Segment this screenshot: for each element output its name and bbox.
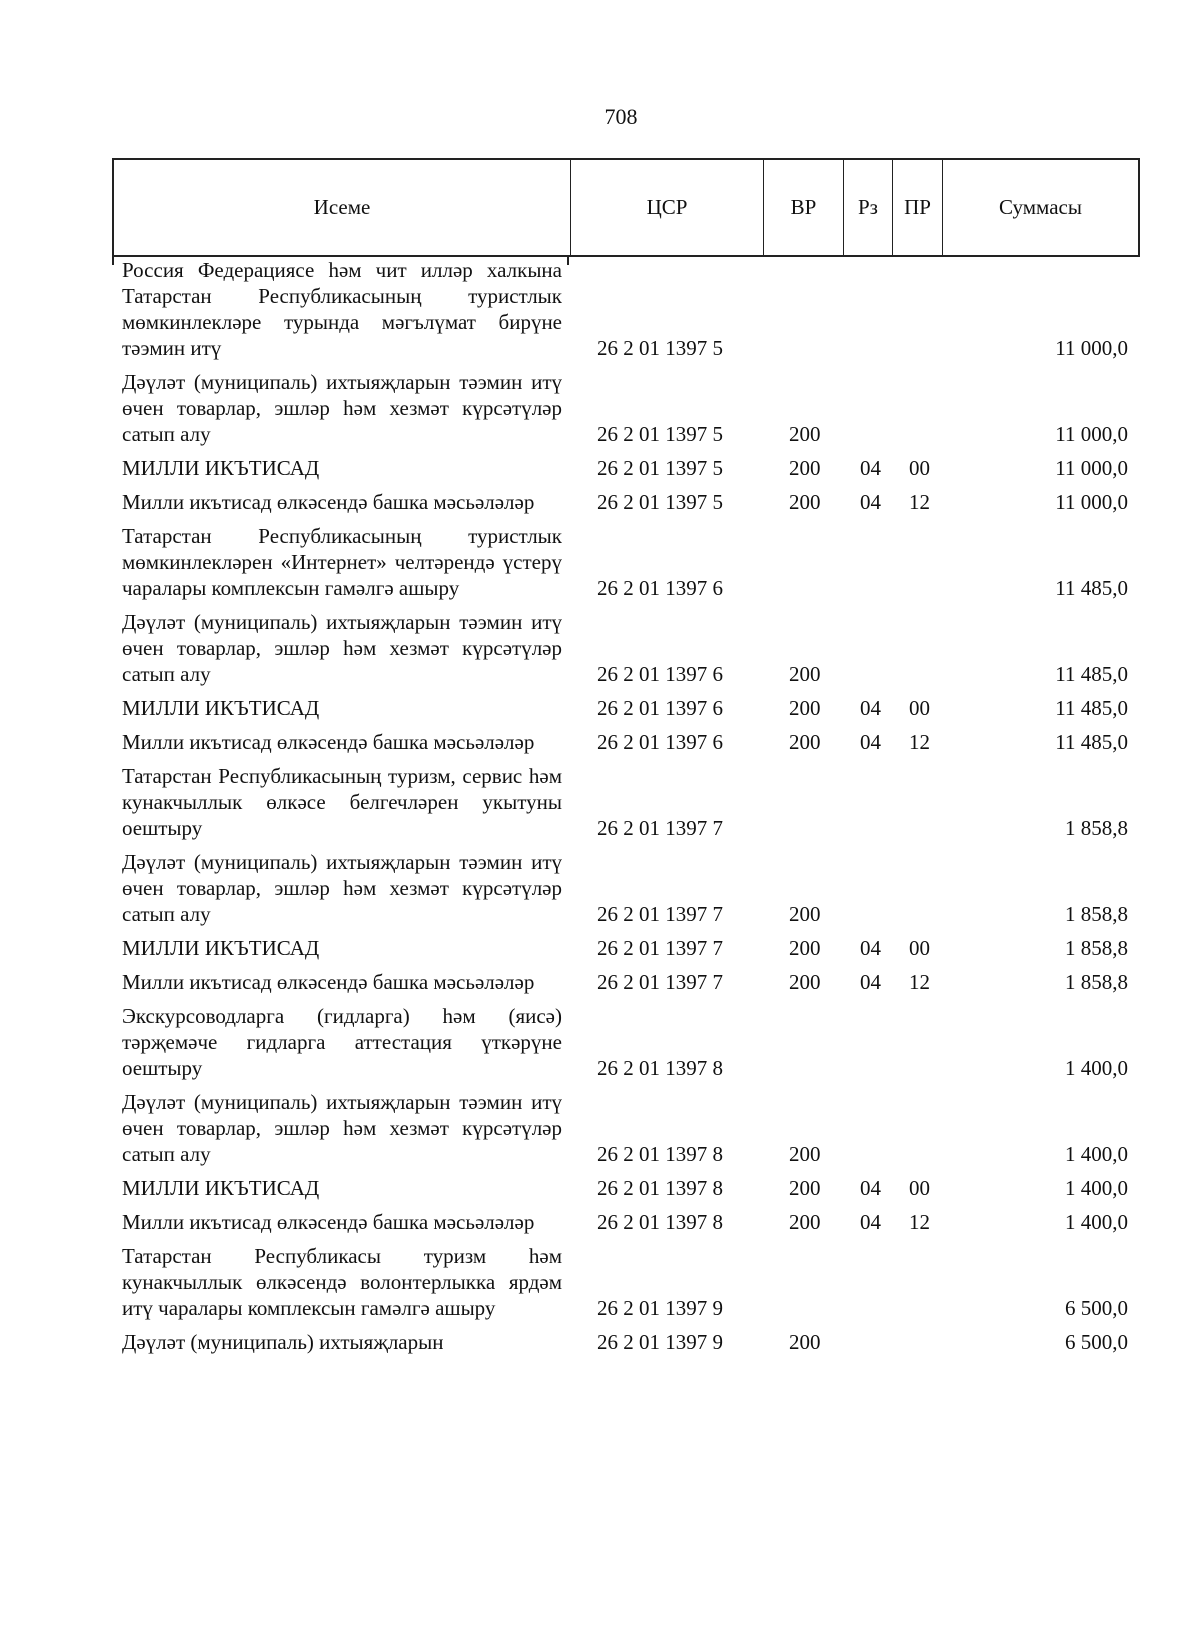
table-header — [112, 158, 1140, 257]
row-vr: 200 — [789, 936, 821, 960]
table-row — [0, 729, 1200, 755]
row-sum: 1 400,0 — [1065, 1056, 1128, 1080]
row-pr: 00 — [909, 936, 930, 960]
row-csr: 26 2 01 1397 6 — [597, 730, 723, 754]
table-row — [0, 935, 1200, 961]
page-number: 708 — [604, 104, 638, 129]
row-csr: 26 2 01 1397 9 — [597, 1330, 723, 1354]
row-csr: 26 2 01 1397 9 — [597, 1296, 723, 1320]
table-row — [0, 969, 1200, 995]
table-row — [0, 849, 1200, 927]
table-row — [0, 609, 1200, 687]
row-vr: 200 — [789, 1210, 821, 1234]
table-row — [0, 1209, 1200, 1235]
row-name: Дәүләт (муниципаль) ихтыяҗларын — [122, 1330, 444, 1354]
row-name: МИЛЛИ ИКЪТИСАД — [122, 696, 320, 720]
header-vr: ВР — [764, 160, 844, 255]
row-csr: 26 2 01 1397 6 — [597, 662, 723, 686]
row-rz: 04 — [860, 936, 881, 960]
row-sum: 11 000,0 — [1055, 422, 1128, 446]
row-name: Милли икътисад өлкәсендә башка мәсьәләләр — [122, 1210, 535, 1234]
row-pr: 12 — [909, 1210, 930, 1234]
row-name: Татарстан Республикасының туристлык мөмкинлекләрен «Интернет» челтәрендә үстерү чаралары комплексын гамәлгә ашыру — [122, 524, 562, 600]
table-row — [0, 1089, 1200, 1167]
row-vr: 200 — [789, 490, 821, 514]
row-name: Милли икътисад өлкәсендә башка мәсьәләләр — [122, 490, 535, 514]
table-row — [0, 1329, 1200, 1355]
row-vr: 200 — [789, 696, 821, 720]
row-rz: 04 — [860, 1176, 881, 1200]
row-vr: 200 — [789, 422, 821, 446]
row-name: Милли икътисад өлкәсендә башка мәсьәләләр — [122, 970, 535, 994]
row-vr: 200 — [789, 730, 821, 754]
row-csr: 26 2 01 1397 6 — [597, 696, 723, 720]
row-name: Дәүләт (муниципаль) ихтыяҗларын тәэмин итү өчен товарлар, эшләр һәм хезмәт күрсәтүләр сатып алу — [122, 850, 562, 926]
row-csr: 26 2 01 1397 8 — [597, 1176, 723, 1200]
row-name: МИЛЛИ ИКЪТИСАД — [122, 1176, 320, 1200]
table-row — [0, 763, 1200, 841]
row-vr: 200 — [789, 1142, 821, 1166]
row-csr: 26 2 01 1397 7 — [597, 816, 723, 840]
row-name: Дәүләт (муниципаль) ихтыяҗларын тәэмин итү өчен товарлар, эшләр һәм хезмәт күрсәтүләр сатып алу — [122, 1090, 562, 1166]
row-rz: 04 — [860, 1210, 881, 1234]
row-name: Татарстан Республикасының туризм, сервис һәм кунакчыллык өлкәсе белгечләрен укытуны оештыру — [122, 764, 562, 840]
table-row — [0, 1003, 1200, 1081]
row-csr: 26 2 01 1397 7 — [597, 902, 723, 926]
row-sum: 6 500,0 — [1065, 1296, 1128, 1320]
row-sum: 11 485,0 — [1055, 662, 1128, 686]
row-vr: 200 — [789, 1330, 821, 1354]
row-sum: 11 485,0 — [1055, 696, 1128, 720]
row-sum: 1 858,8 — [1065, 902, 1128, 926]
row-csr: 26 2 01 1397 5 — [597, 336, 723, 360]
row-csr: 26 2 01 1397 7 — [597, 970, 723, 994]
row-rz: 04 — [860, 970, 881, 994]
row-vr: 200 — [789, 1176, 821, 1200]
row-rz: 04 — [860, 456, 881, 480]
row-sum: 1 858,8 — [1065, 970, 1128, 994]
row-pr: 12 — [909, 970, 930, 994]
row-sum: 1 400,0 — [1065, 1176, 1128, 1200]
row-pr: 12 — [909, 490, 930, 514]
table-row — [0, 257, 1200, 361]
row-sum: 1 858,8 — [1065, 936, 1128, 960]
row-pr: 00 — [909, 696, 930, 720]
row-name: МИЛЛИ ИКЪТИСАД — [122, 936, 320, 960]
table-body — [0, 257, 1200, 1363]
row-csr: 26 2 01 1397 8 — [597, 1210, 723, 1234]
row-rz: 04 — [860, 696, 881, 720]
row-vr: 200 — [789, 902, 821, 926]
table-row — [0, 695, 1200, 721]
row-sum: 11 485,0 — [1055, 730, 1128, 754]
row-name: Дәүләт (муниципаль) ихтыяҗларын тәэмин итү өчен товарлар, эшләр һәм хезмәт күрсәтүләр сатып алу — [122, 370, 562, 446]
row-rz: 04 — [860, 730, 881, 754]
table-row — [0, 1243, 1200, 1321]
row-csr: 26 2 01 1397 6 — [597, 576, 723, 600]
table-row — [0, 455, 1200, 481]
row-vr: 200 — [789, 456, 821, 480]
row-pr: 00 — [909, 456, 930, 480]
row-name: Татарстан Республикасы туризм һәм кунакчыллык өлкәсендә волонтерлыкка ярдәм итү чаралары комплексын гамәлгә ашыру — [122, 1244, 562, 1320]
row-vr: 200 — [789, 662, 821, 686]
row-sum: 11 000,0 — [1055, 490, 1128, 514]
header-sum: Суммасы — [999, 195, 1082, 219]
row-sum: 1 400,0 — [1065, 1142, 1128, 1166]
table-row — [0, 523, 1200, 601]
row-sum: 11 485,0 — [1055, 576, 1128, 600]
row-csr: 26 2 01 1397 5 — [597, 456, 723, 480]
row-name: Россия Федерациясе һәм чит илләр халкына Татарстан Республикасының туристлык мөмкинлекләре турында мәгълүмат бирүне тәэмин итү — [122, 258, 562, 360]
table-row — [0, 489, 1200, 515]
row-sum: 11 000,0 — [1055, 336, 1128, 360]
row-name: Милли икътисад өлкәсендә башка мәсьәләләр — [122, 730, 535, 754]
row-csr: 26 2 01 1397 8 — [597, 1056, 723, 1080]
header-name: Исеме — [114, 160, 571, 255]
row-pr: 12 — [909, 730, 930, 754]
row-vr: 200 — [789, 970, 821, 994]
header-csr: ЦСР — [571, 160, 764, 255]
row-name: Дәүләт (муниципаль) ихтыяҗларын тәэмин итү өчен товарлар, эшләр һәм хезмәт күрсәтүләр сатып алу — [122, 610, 562, 686]
table-row — [0, 369, 1200, 447]
row-csr: 26 2 01 1397 7 — [597, 936, 723, 960]
row-sum: 6 500,0 — [1065, 1330, 1128, 1354]
row-rz: 04 — [860, 490, 881, 514]
row-sum: 11 000,0 — [1055, 456, 1128, 480]
row-sum: 1 400,0 — [1065, 1210, 1128, 1234]
row-name: Экскурсоводларга (гидларга) һәм (яисә) тәрҗемәче гидларга аттестация үткәрүне оештыру — [122, 1004, 562, 1080]
row-pr: 00 — [909, 1176, 930, 1200]
row-csr: 26 2 01 1397 5 — [597, 490, 723, 514]
header-rz: Рз — [844, 160, 893, 255]
row-name: МИЛЛИ ИКЪТИСАД — [122, 456, 320, 480]
row-csr: 26 2 01 1397 5 — [597, 422, 723, 446]
row-csr: 26 2 01 1397 8 — [597, 1142, 723, 1166]
row-sum: 1 858,8 — [1065, 816, 1128, 840]
header-pr: ПР — [893, 160, 943, 255]
table-row — [0, 1175, 1200, 1201]
